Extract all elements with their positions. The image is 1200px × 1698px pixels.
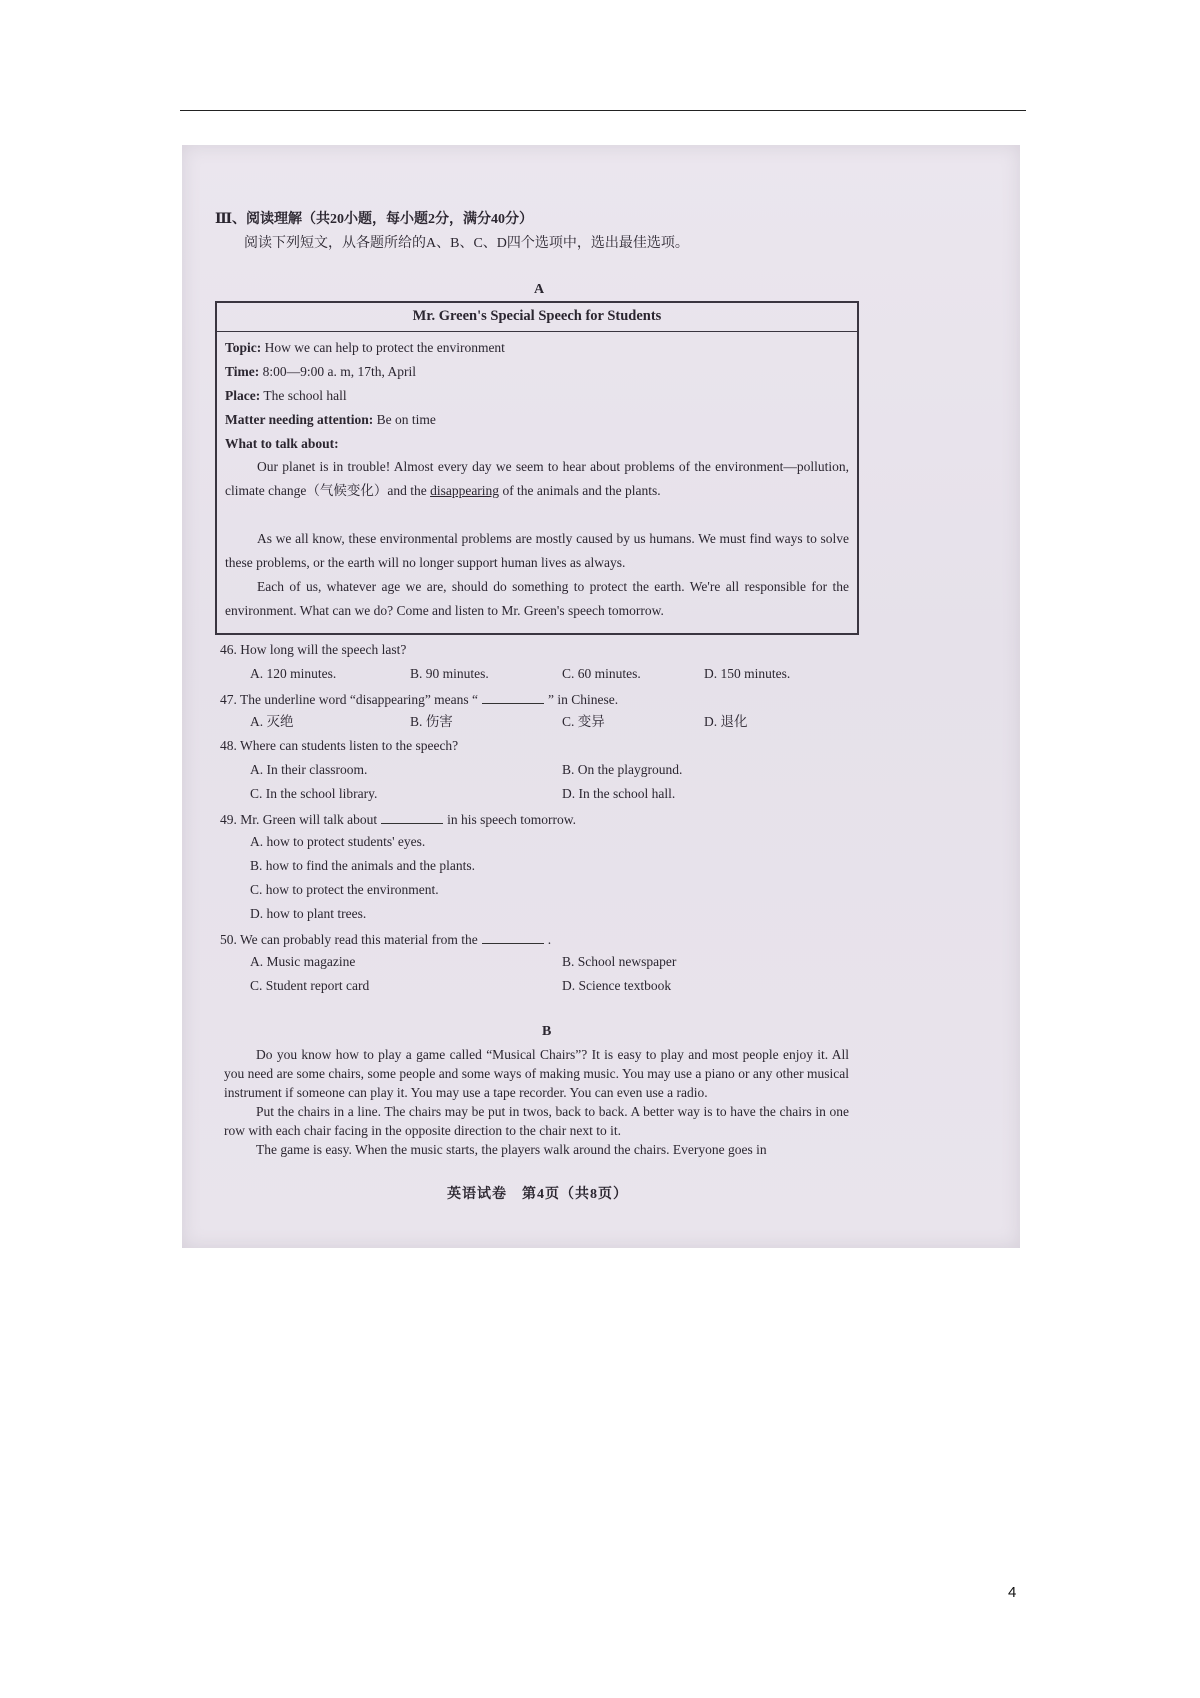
passage-b-paragraph-1: Do you know how to play a game called “Musical Chairs”? It is easy to play and most people enjoy it. All you need are some chairs, some people and some ways of making music. You may use a piano or any other musical instrument if someone can play it. You may use a tape recorder. You can even use a radio.	[224, 1047, 849, 1100]
question-47-option-a: A. 灭绝	[250, 714, 294, 729]
time-label: Time:	[225, 364, 260, 379]
notice-topic-row	[225, 341, 505, 355]
instructions: 阅读下列短文，从各题所给的A、B、C、D四个选项中，选出最佳选项。	[244, 236, 689, 251]
talk-label: What to talk about:	[225, 436, 339, 451]
question-46-option-a: A. 120 minutes.	[250, 666, 337, 681]
question-47-option-d: D. 退化	[704, 714, 748, 729]
notice-talk-row	[225, 437, 339, 451]
question-48-option-a: A. In their classroom.	[250, 762, 368, 777]
question-49-option-d: D. how to plant trees.	[250, 906, 367, 921]
question-50-option-a: A. Music magazine	[250, 954, 356, 969]
time-value: 8:00—9:00 a. m, 17th, April	[262, 364, 416, 379]
answer-blank	[381, 811, 443, 824]
question-50-option-d: D. Science textbook	[562, 978, 672, 993]
question-48-option-d: D. In the school hall.	[562, 786, 676, 801]
question-47-option-c: C. 变异	[562, 714, 605, 729]
notice-attention-row	[225, 413, 436, 427]
passage-b-letter: B	[542, 1024, 552, 1039]
scanned-exam-page	[182, 145, 1020, 1248]
header-rule	[180, 110, 1026, 111]
attention-label: Matter needing attention:	[225, 412, 374, 427]
notice-title: Mr. Green's Special Speech for Students	[412, 308, 662, 324]
question-48-option-b: B. On the playground.	[562, 762, 683, 777]
notice-time-row	[225, 365, 416, 379]
notice-place-row	[225, 389, 347, 403]
section-heading: Ⅲ、阅读理解（共20小题，每小题2分，满分40分）	[215, 212, 534, 227]
passage-b-paragraph-3: The game is easy. When the music starts, the players walk around the chairs. Everyone goes in	[256, 1142, 767, 1157]
speech-notice-box	[215, 301, 859, 635]
question-46-stem: 46. How long will the speech last?	[220, 642, 407, 657]
question-49-stem: 49. Mr. Green will talk about in his speech tomorrow.	[220, 812, 576, 827]
place-value: The school hall	[263, 388, 347, 403]
question-47-stem: 47. The underline word “disappearing” means “ ” in Chinese.	[220, 692, 619, 707]
question-46-option-c: C. 60 minutes.	[562, 666, 641, 681]
question-49-option-b: B. how to find the animals and the plants.	[250, 858, 475, 873]
topic-value: How we can help to protect the environment	[264, 340, 505, 355]
question-49-option-a: A. how to protect students' eyes.	[250, 834, 426, 849]
underlined-word: disappearing	[430, 483, 500, 498]
answer-blank	[482, 931, 544, 944]
page-number: 4	[1008, 1584, 1017, 1601]
question-48-stem: 48. Where can students listen to the speech?	[220, 738, 459, 753]
place-label: Place:	[225, 388, 261, 403]
question-47-option-b: B. 伤害	[410, 714, 453, 729]
topic-label: Topic:	[225, 340, 262, 355]
question-46-option-d: D. 150 minutes.	[704, 666, 791, 681]
answer-blank	[482, 691, 544, 704]
notice-paragraph-1: Our planet is in trouble! Almost every day we seem to hear about problems of the environment—pollution, climate change（气候变化）and the disappearing of the animals and the plants.	[225, 459, 849, 498]
question-48-option-c: C. In the school library.	[250, 786, 378, 801]
question-49-option-c: C. how to protect the environment.	[250, 882, 439, 897]
question-50-option-b: B. School newspaper	[562, 954, 677, 969]
notice-paragraph-3: Each of us, whatever age we are, should do something to protect the earth. We're all responsible for the environment. What can we do? Come and listen to Mr. Green's speech tomorrow.	[225, 579, 849, 618]
scan-page-footer: 英语试卷 第4页（共8页）	[447, 1187, 628, 1202]
question-46-option-b: B. 90 minutes.	[410, 666, 489, 681]
notice-paragraph-2: As we all know, these environmental problems are mostly caused by us humans. We must find ways to solve these problems, or the earth will no longer support human lives as always.	[225, 531, 849, 570]
question-50-stem: 50. We can probably read this material from the .	[220, 932, 552, 947]
passage-b-paragraph-2: Put the chairs in a line. The chairs may be put in twos, back to back. A better way is to have the chairs in one row with each chair facing in the opposite direction to the chair next to it.	[224, 1104, 849, 1138]
notice-divider	[217, 331, 857, 332]
passage-a-letter: A	[534, 282, 545, 297]
passage-b-text	[224, 1045, 849, 1159]
attention-value: Be on time	[376, 412, 436, 427]
question-50-option-c: C. Student report card	[250, 978, 370, 993]
